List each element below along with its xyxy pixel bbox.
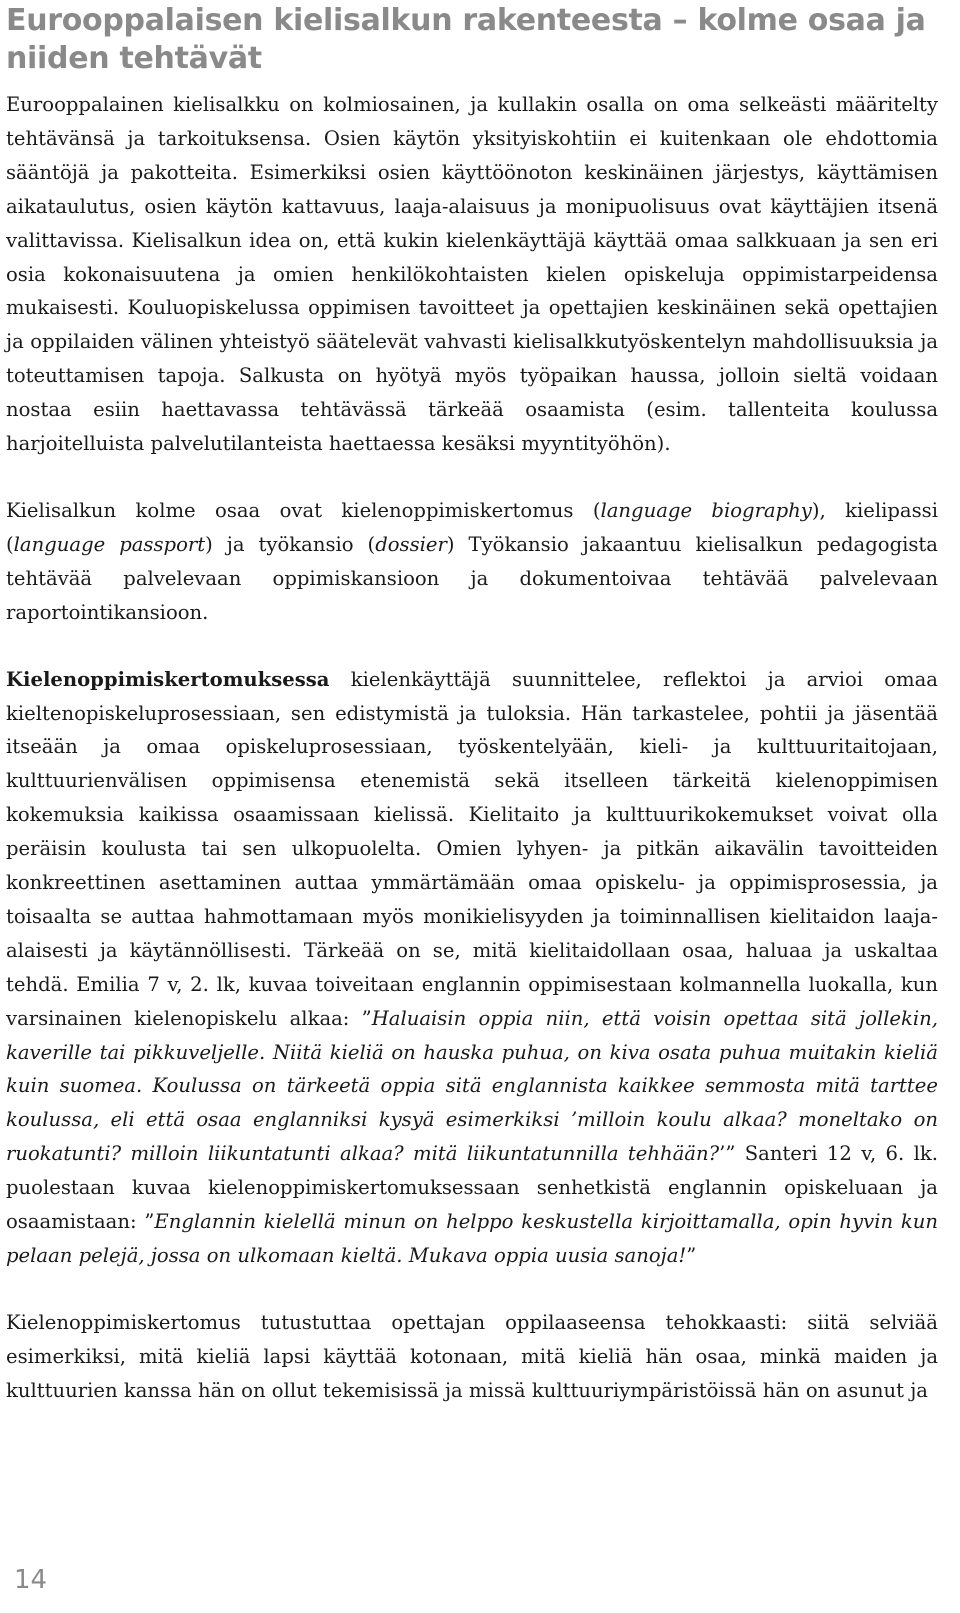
quote-emilia: Haluaisin oppia niin, että voisin opettaa sitä jollekin, kaverille tai pikkuveljelle. Niitä kieliä on hauska puhua, on kiva osata puhua muitakin kieliä kuin suomea. Koulussa on tärkeetä oppia sitä englannista kaikkee semmosta mitä tarttee koulussa, eli että osaa englanniksi kysyä esimerkiksi ’milloin koulu alkaa? moneltako on ruokatunti? milloin liikuntatunti alkaa? mitä liikuntatunnilla tehhään? [6,1006,939,1166]
text-run: ), kielipassi ( [6,498,938,556]
text-run: ” [686,1244,697,1267]
bold-term: Kielenoppimiskertomuksessa [6,667,330,691]
page-number: 14 [14,1565,48,1595]
paragraph-language-biography [6,663,938,1273]
section-heading: Eurooppalaisen kielisalkun rakenteesta – kolme osaa ja niiden tehtävät [6,3,926,76]
text-run: ’” Santeri 12 v, 6. lk. puolestaan kuvaa kielenoppimiskertomuksessaan senhetkistä englannin opiskeluaan ja osaamistaan: ” [6,1142,938,1234]
italic-term-language-biography: language biography [600,498,812,522]
paragraph-intro: Eurooppalainen kielisalkku on kolmiosainen, ja kullakin osalla on oma selkeästi määritelty tehtävänsä ja tarkoituksensa. Osien käytön yksityiskohtiin ei kuitenkaan ole ehdottomia sääntöjä ja pakotteita. Esimerkiksi osien käyttöönoton keskinäinen järjestys, käyttämisen aikataulutus, osien käytön kattavuus, laaja-alaisuus ja monipuolisuus ovat käyttäjien itsenä valittavissa. Kielisalkun idea on, että kukin kielenkäyttäjä käyttää omaa salkkuaan ja sen eri osia kokonaisuutena ja omien henkilökohtaisten kielen opiskeluja oppimistarpeidensa mukaisesti. Kouluopiskelussa oppimisen tavoitteet ja opettajien keskinäinen sekä opettajien ja oppilaiden välinen yhteistyö säätelevät vahvasti kielisalkkutyöskentelyn mahdollisuuksia ja toteuttamisen tapoja. Salkusta on hyötyä myös työpaikan haussa, jolloin sieltä voidaan nostaa esiin haettavassa tehtävässä tärkeää osaamista (esim. tallenteita koulussa harjoitelluista palvelutilanteista haettaessa kesäksi myyntityöhön). [6,93,938,456]
text-run: Kielisalkun kolme osaa ovat kielenoppimiskertomus ( [6,498,601,522]
text-run: ) Työkansio jakaantuu kielisalkun pedagogista tehtävää palvelevaan oppimiskansioon ja dokumentoivaa tehtävää palvelevaan raportointikansioon. [6,532,938,624]
document-page [6,0,938,1613]
text-run: ) ja työkansio ( [205,532,376,556]
text-run: kielenkäyttäjä suunnittelee, reflektoi ja arvioi omaa kieltenopiskeluprosessiaan, sen edistymistä ja tuloksia. Hän tarkastelee, pohtii ja jäsentää itseään ja omaa opiskeluprosessiaan, työskentelyään, kieli- ja kulttuuritaitojaan, kulttuurienvälisen oppimisensa etenemistä sekä itselleen tärkeitä kielenoppimisen kokemuksia kaikissa osaamissaan kielissä. Kielitaito ja kulttuurikokemukset voivat olla peräisin koulusta tai sen ulkopuolelta. Omien lyhyen- ja pitkän aikavälin tavoitteiden konkreettinen asettaminen auttaa ymmärtämään omaa opiskelu- ja oppimisprosessia, ja toisaalta se auttaa hahmottamaan myös monikielisyyden ja toiminnallisen kielitaidon laaja-alaisesti ja käytännöllisesti. Tärkeää on se, mitä kielitaidollaan osaa, haluaa ja uskaltaa tehdä. Emilia 7 v, 2. lk, kuvaa toiveitaan englannin oppimisestaan kolmannella luokalla, kun varsinainen kielenopiskelu alkaa: ” [6,667,938,1030]
italic-term-dossier: dossier [375,532,447,556]
paragraph-three-parts [6,494,938,630]
paragraph-teacher-insight: Kielenoppimiskertomus tutustuttaa opettajan oppilaaseensa tehokkaasti: siitä selviää esimerkiksi, mitä kieliä lapsi käyttää kotonaan, mitä kieliä hän osaa, minkä maiden ja kulttuurien kanssa hän on ollut tekemisissä ja missä kulttuuriympäristöissä hän on asunut ja [6,1310,938,1402]
quote-santeri: Englannin kielellä minun on helppo keskustella kirjoittamalla, opin hyvin kun pelaan pelejä, jossa on ulkomaan kieltä. Mukava oppia uusia sanoja! [6,1210,938,1267]
italic-term-language-passport: language passport [13,532,206,556]
